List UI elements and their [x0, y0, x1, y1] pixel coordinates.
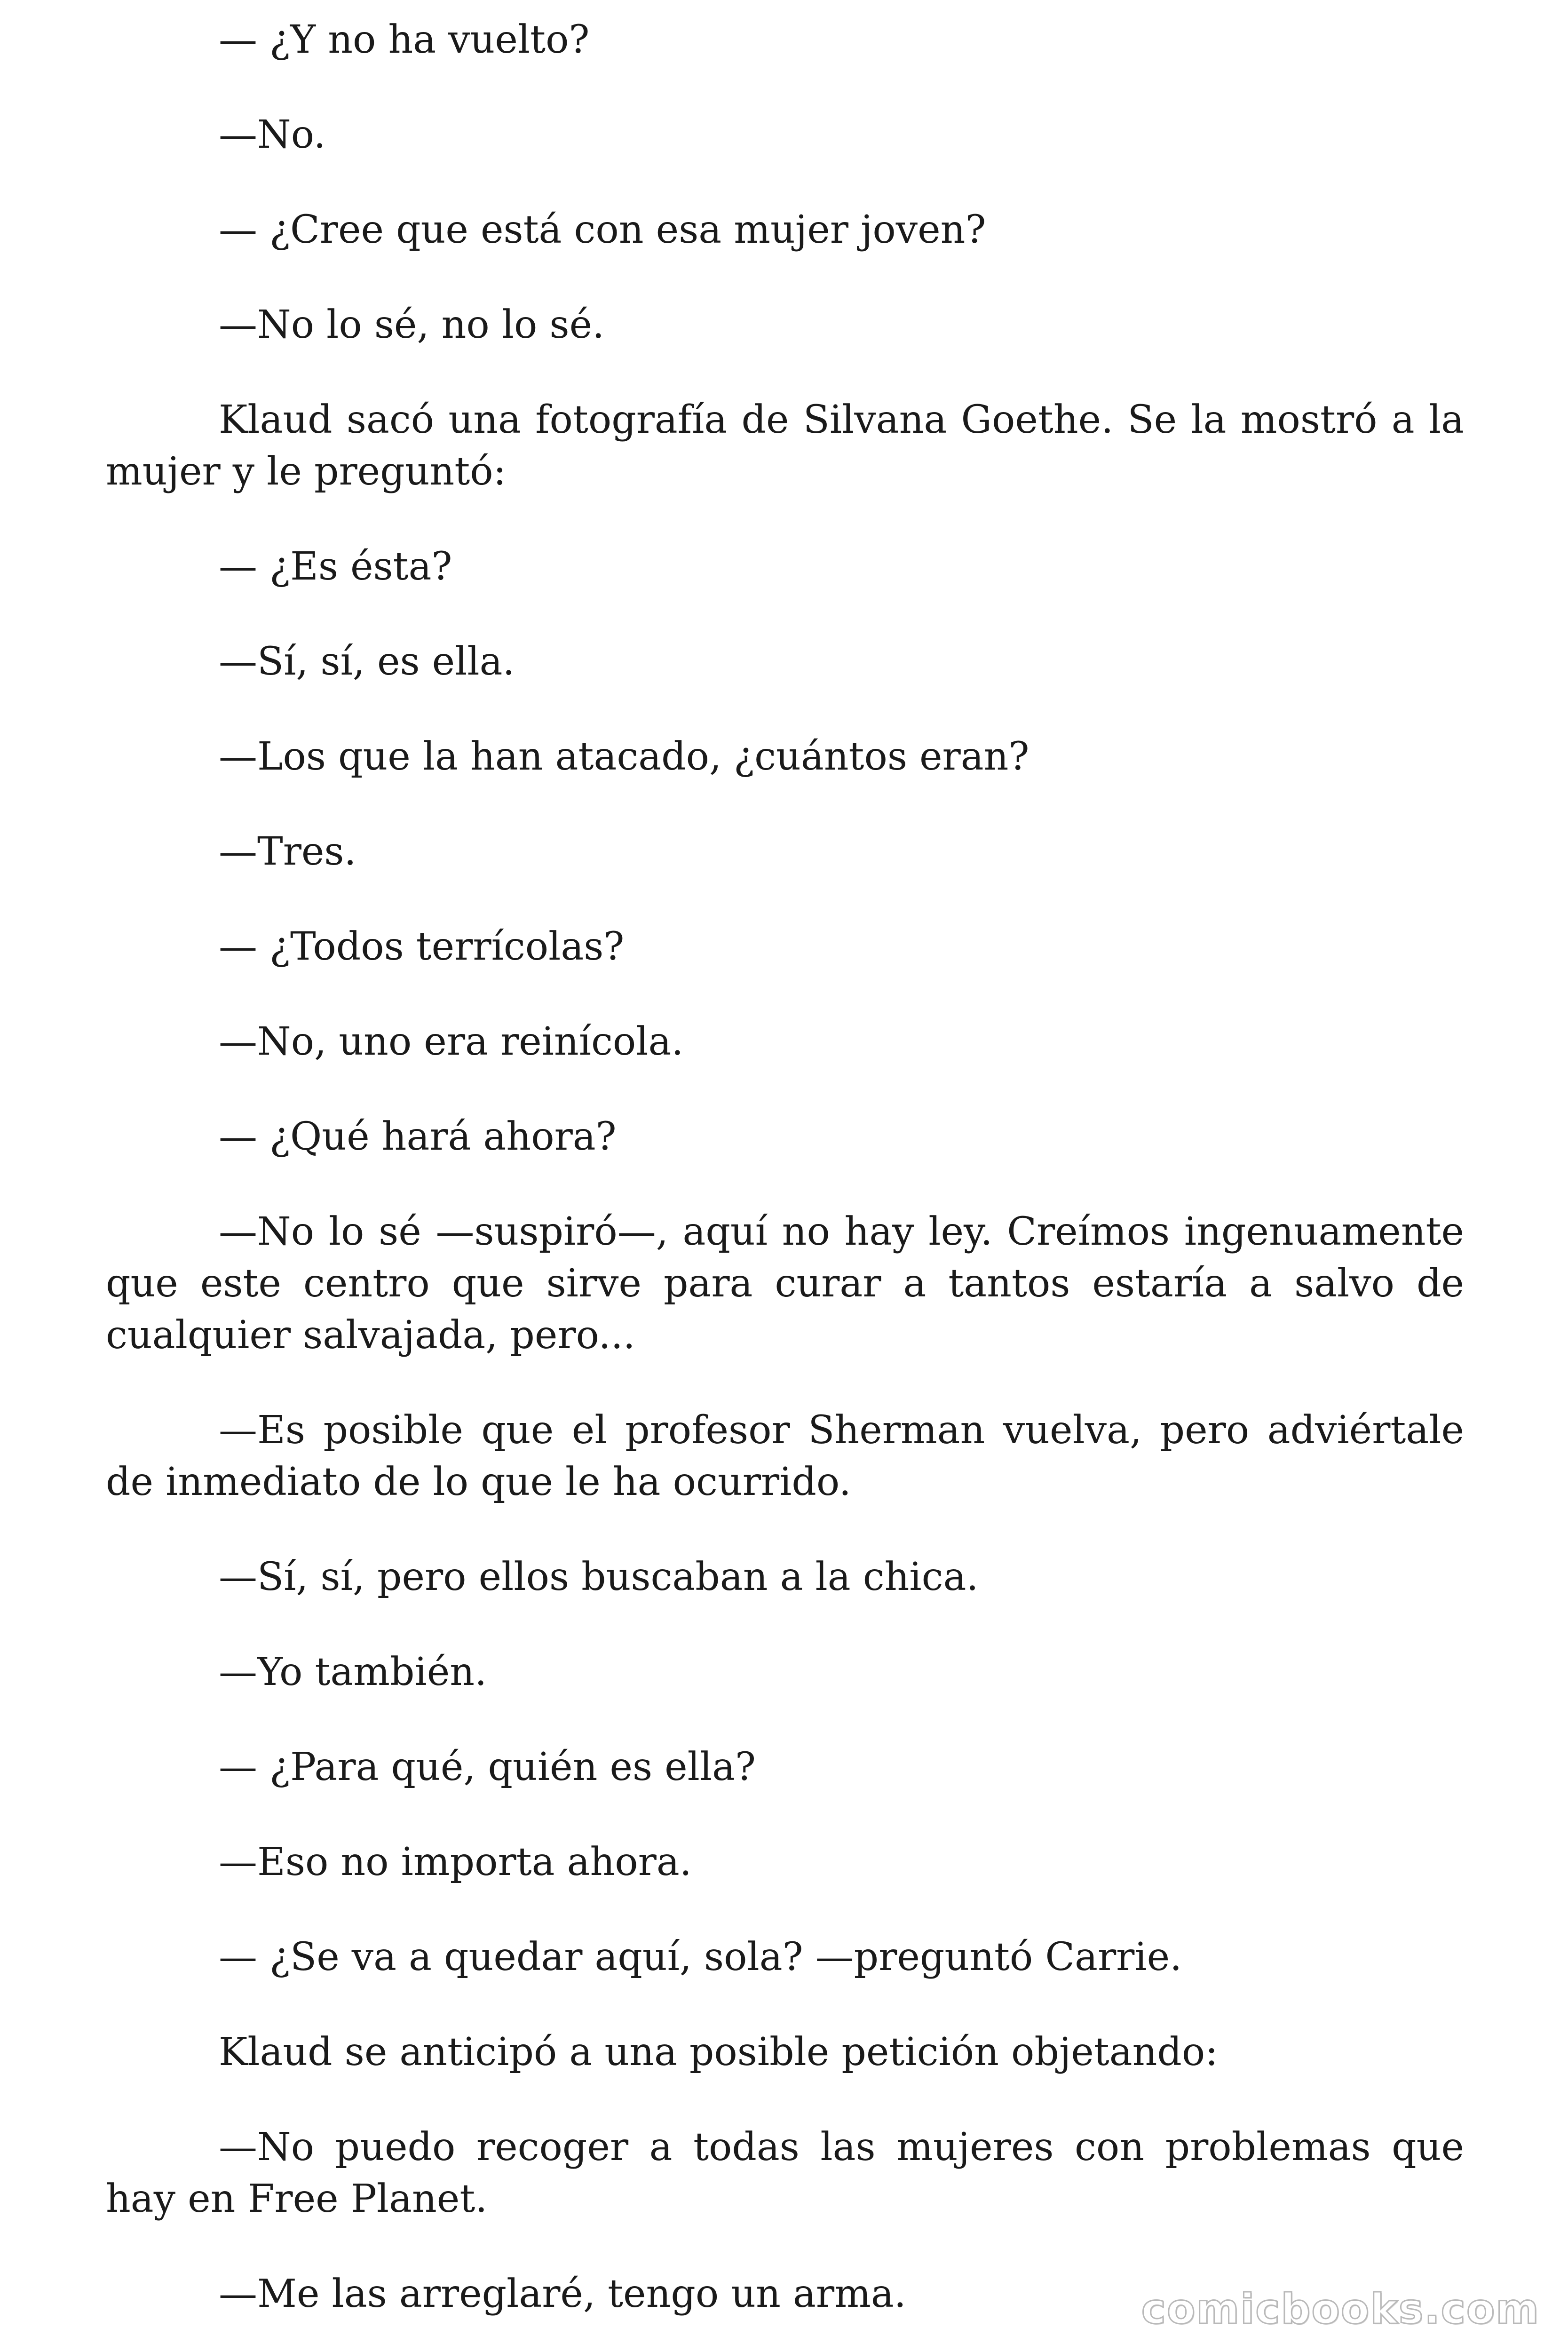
paragraph: —No.	[219, 112, 326, 157]
paragraph: Klaud sacó una fotografía de Silvana Goethe. Se la mostró a la mujer y le preguntó:	[106, 397, 1464, 494]
body-text	[106, 14, 1464, 2352]
paragraph: —Me las arreglaré, tengo un arma.	[219, 2272, 906, 2316]
paragraph: —Los que la han atacado, ¿cuántos eran?	[219, 734, 1029, 779]
paragraph: — ¿Es ésta?	[219, 544, 452, 589]
paragraph: — ¿Qué hará ahora?	[219, 1114, 617, 1159]
paragraph: —No puedo recoger a todas las mujeres con problemas que hay en Free Planet.	[106, 2125, 1464, 2221]
paragraph: —Sí, sí, pero ellos buscaban a la chica.	[219, 1555, 979, 1599]
paragraph: —Tres.	[219, 829, 356, 874]
paragraph: — ¿Para qué, quién es ella?	[219, 1745, 756, 1789]
paragraph: —No, uno era reinícola.	[219, 1019, 684, 1064]
paragraph: —No lo sé —suspiró—, aquí no hay ley. Creímos ingenuamente que este centro que sirve para curar a tantos estaría a salvo de cualquier salvajada, pero...	[106, 1209, 1464, 1358]
paragraph: — ¿Se va a quedar aquí, sola? —preguntó Carrie.	[219, 1935, 1182, 1979]
paragraph: — ¿Todos terrícolas?	[219, 924, 625, 969]
paragraph: —Eso no importa ahora.	[219, 1840, 692, 1884]
paragraph: —Es posible que el profesor Sherman vuelva, pero adviértale de inmediato de lo que le ha ocurrido.	[106, 1408, 1464, 1504]
paragraph: Klaud se anticipó a una posible petición objetando:	[219, 2030, 1218, 2074]
paragraph: — ¿Cree que está con esa mujer joven?	[219, 207, 986, 252]
watermark-logo: comicbooks.com	[1141, 2285, 1540, 2333]
paragraph: —Sí, sí, es ella.	[219, 639, 515, 684]
paragraph: — ¿Y no ha vuelto?	[219, 17, 590, 62]
paragraph: —Yo también.	[219, 1650, 487, 1694]
paragraph: —No lo sé, no lo sé.	[219, 302, 605, 347]
